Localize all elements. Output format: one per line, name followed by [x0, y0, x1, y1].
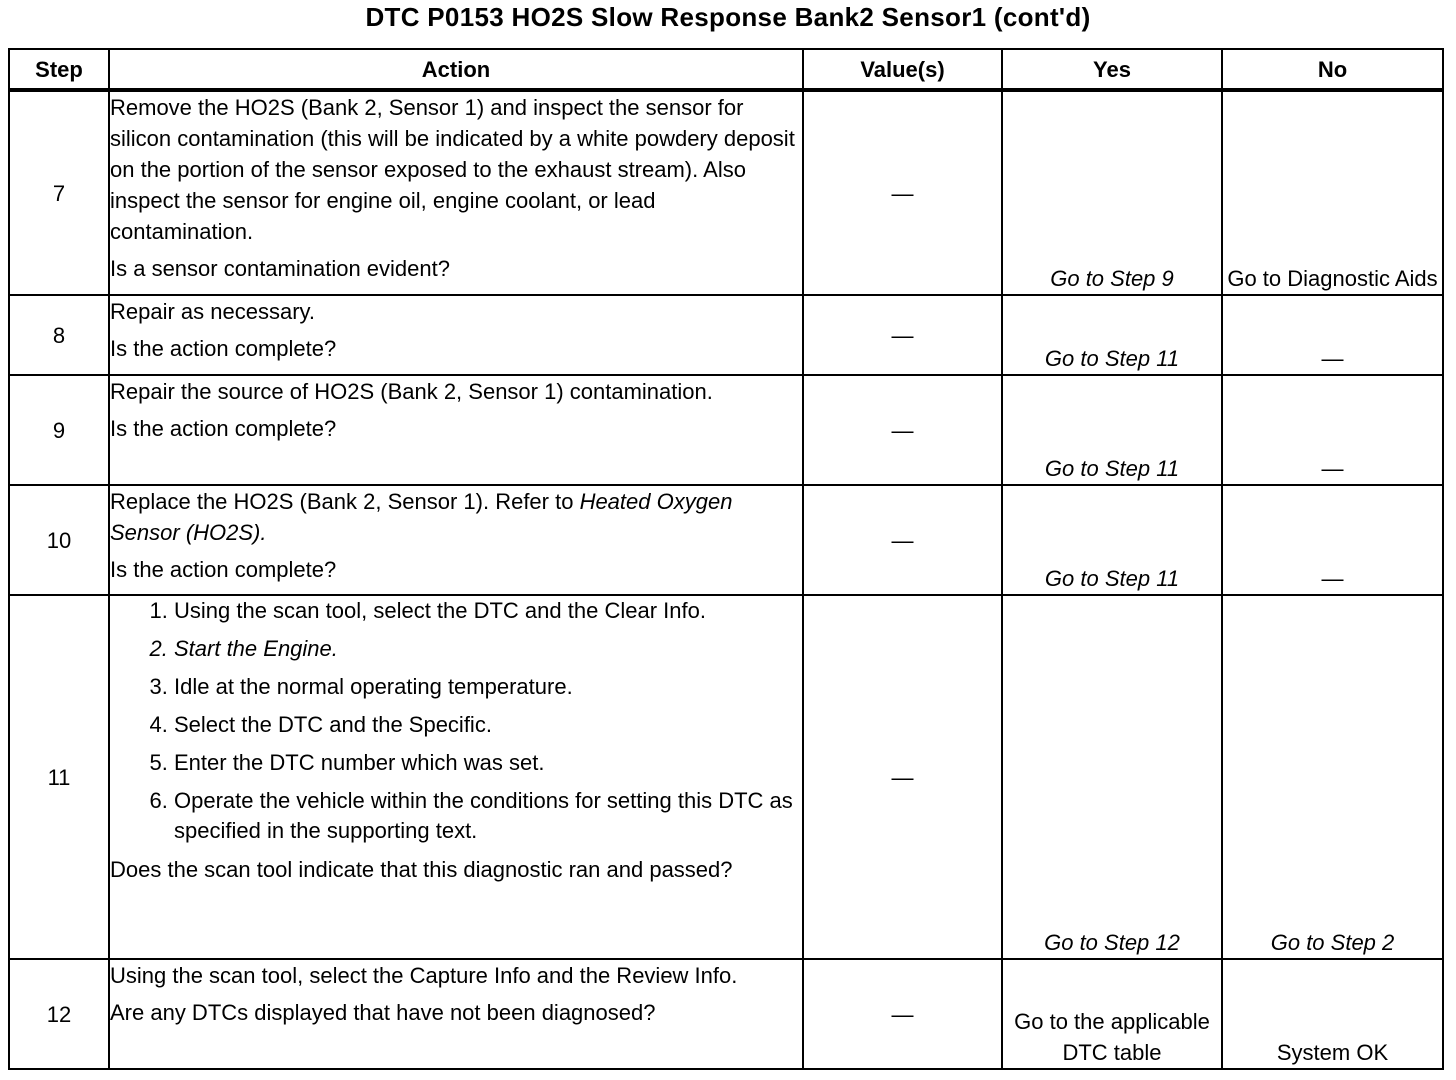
value-cell: —	[803, 90, 1002, 295]
action-cell	[109, 959, 803, 1069]
substep-item: 3. Idle at the normal operating temperature.	[174, 672, 802, 702]
table-row	[9, 959, 1443, 1069]
table-header-row	[9, 49, 1443, 90]
dtc-table	[8, 48, 1444, 1070]
substep-item: 1. Using the scan tool, select the DTC and the Clear Info.	[174, 596, 802, 626]
action-text: Using the scan tool, select the Capture Info and the Review Info.	[110, 963, 738, 988]
no-cell: —	[1222, 375, 1443, 485]
value-cell: —	[803, 295, 1002, 375]
action-text-lead: Replace the HO2S (Bank 2, Sensor 1). Refer to	[110, 489, 580, 514]
value-cell: —	[803, 485, 1002, 595]
no-cell: Go to Step 2	[1222, 595, 1443, 959]
action-text: Repair the source of HO2S (Bank 2, Sensor 1) contamination.	[110, 379, 713, 404]
table-row	[9, 90, 1443, 295]
page-title: DTC P0153 HO2S Slow Response Bank2 Sensor1 (cont'd)	[365, 2, 1091, 32]
value-cell: —	[803, 595, 1002, 959]
no-cell: System OK	[1222, 959, 1443, 1069]
header-step: Step	[9, 49, 109, 90]
action-question: Does the scan tool indicate that this diagnostic ran and passed?	[110, 857, 733, 882]
table-row	[9, 485, 1443, 595]
no-cell: —	[1222, 295, 1443, 375]
yes-cell: Go to Step 11	[1002, 485, 1222, 595]
action-text: Repair as necessary.	[110, 299, 316, 324]
table-row	[9, 595, 1443, 959]
step-number: 9	[9, 375, 109, 485]
action-text	[110, 486, 802, 548]
header-action: Action	[109, 49, 803, 90]
value-cell: —	[803, 375, 1002, 485]
no-cell: Go to Diagnostic Aids	[1222, 90, 1443, 295]
substep-list	[110, 596, 802, 846]
step-number: 11	[9, 595, 109, 959]
table-row	[9, 295, 1443, 375]
action-cell	[109, 595, 803, 959]
header-no: No	[1222, 49, 1443, 90]
action-question: Is the action complete?	[110, 336, 337, 361]
reference-link: Heated Oxygen Sensor (HO2S).	[110, 489, 733, 545]
substep-item: 4. Select the DTC and the Specific.	[174, 710, 802, 740]
yes-cell: Go to Step 11	[1002, 375, 1222, 485]
header-value: Value(s)	[803, 49, 1002, 90]
no-cell: —	[1222, 485, 1443, 595]
step-number: 10	[9, 485, 109, 595]
table-row	[9, 375, 1443, 485]
action-question: Is the action complete?	[110, 416, 337, 441]
substep-item: 5. Enter the DTC number which was set.	[174, 748, 802, 778]
yes-cell: Go to Step 11	[1002, 295, 1222, 375]
yes-cell: Go to Step 12	[1002, 595, 1222, 959]
action-cell	[109, 90, 803, 295]
action-question: Are any DTCs displayed that have not been diagnosed?	[110, 1000, 656, 1025]
step-number: 12	[9, 959, 109, 1069]
action-cell	[109, 375, 803, 485]
header-yes: Yes	[1002, 49, 1222, 90]
value-cell: —	[803, 959, 1002, 1069]
step-number: 8	[9, 295, 109, 375]
yes-cell: Go to Step 9	[1002, 90, 1222, 295]
substep-item: 6. Operate the vehicle within the conditions for setting this DTC as specified in the supporting text.	[174, 786, 802, 846]
action-cell	[109, 295, 803, 375]
action-cell	[109, 485, 803, 595]
substep-item: 2. Start the Engine.	[174, 634, 802, 664]
yes-cell: Go to the applicable DTC table	[1002, 959, 1222, 1069]
action-text: Remove the HO2S (Bank 2, Sensor 1) and inspect the sensor for silicon contamination (this will be indicated by a white powdery deposit on the portion of the sensor exposed to the exhaust stream). Also inspect the sensor for engine oil, engine coolant, or lead contamination.	[110, 95, 795, 244]
action-question: Is a sensor contamination evident?	[110, 256, 450, 281]
step-number: 7	[9, 90, 109, 295]
action-question: Is the action complete?	[110, 557, 337, 582]
